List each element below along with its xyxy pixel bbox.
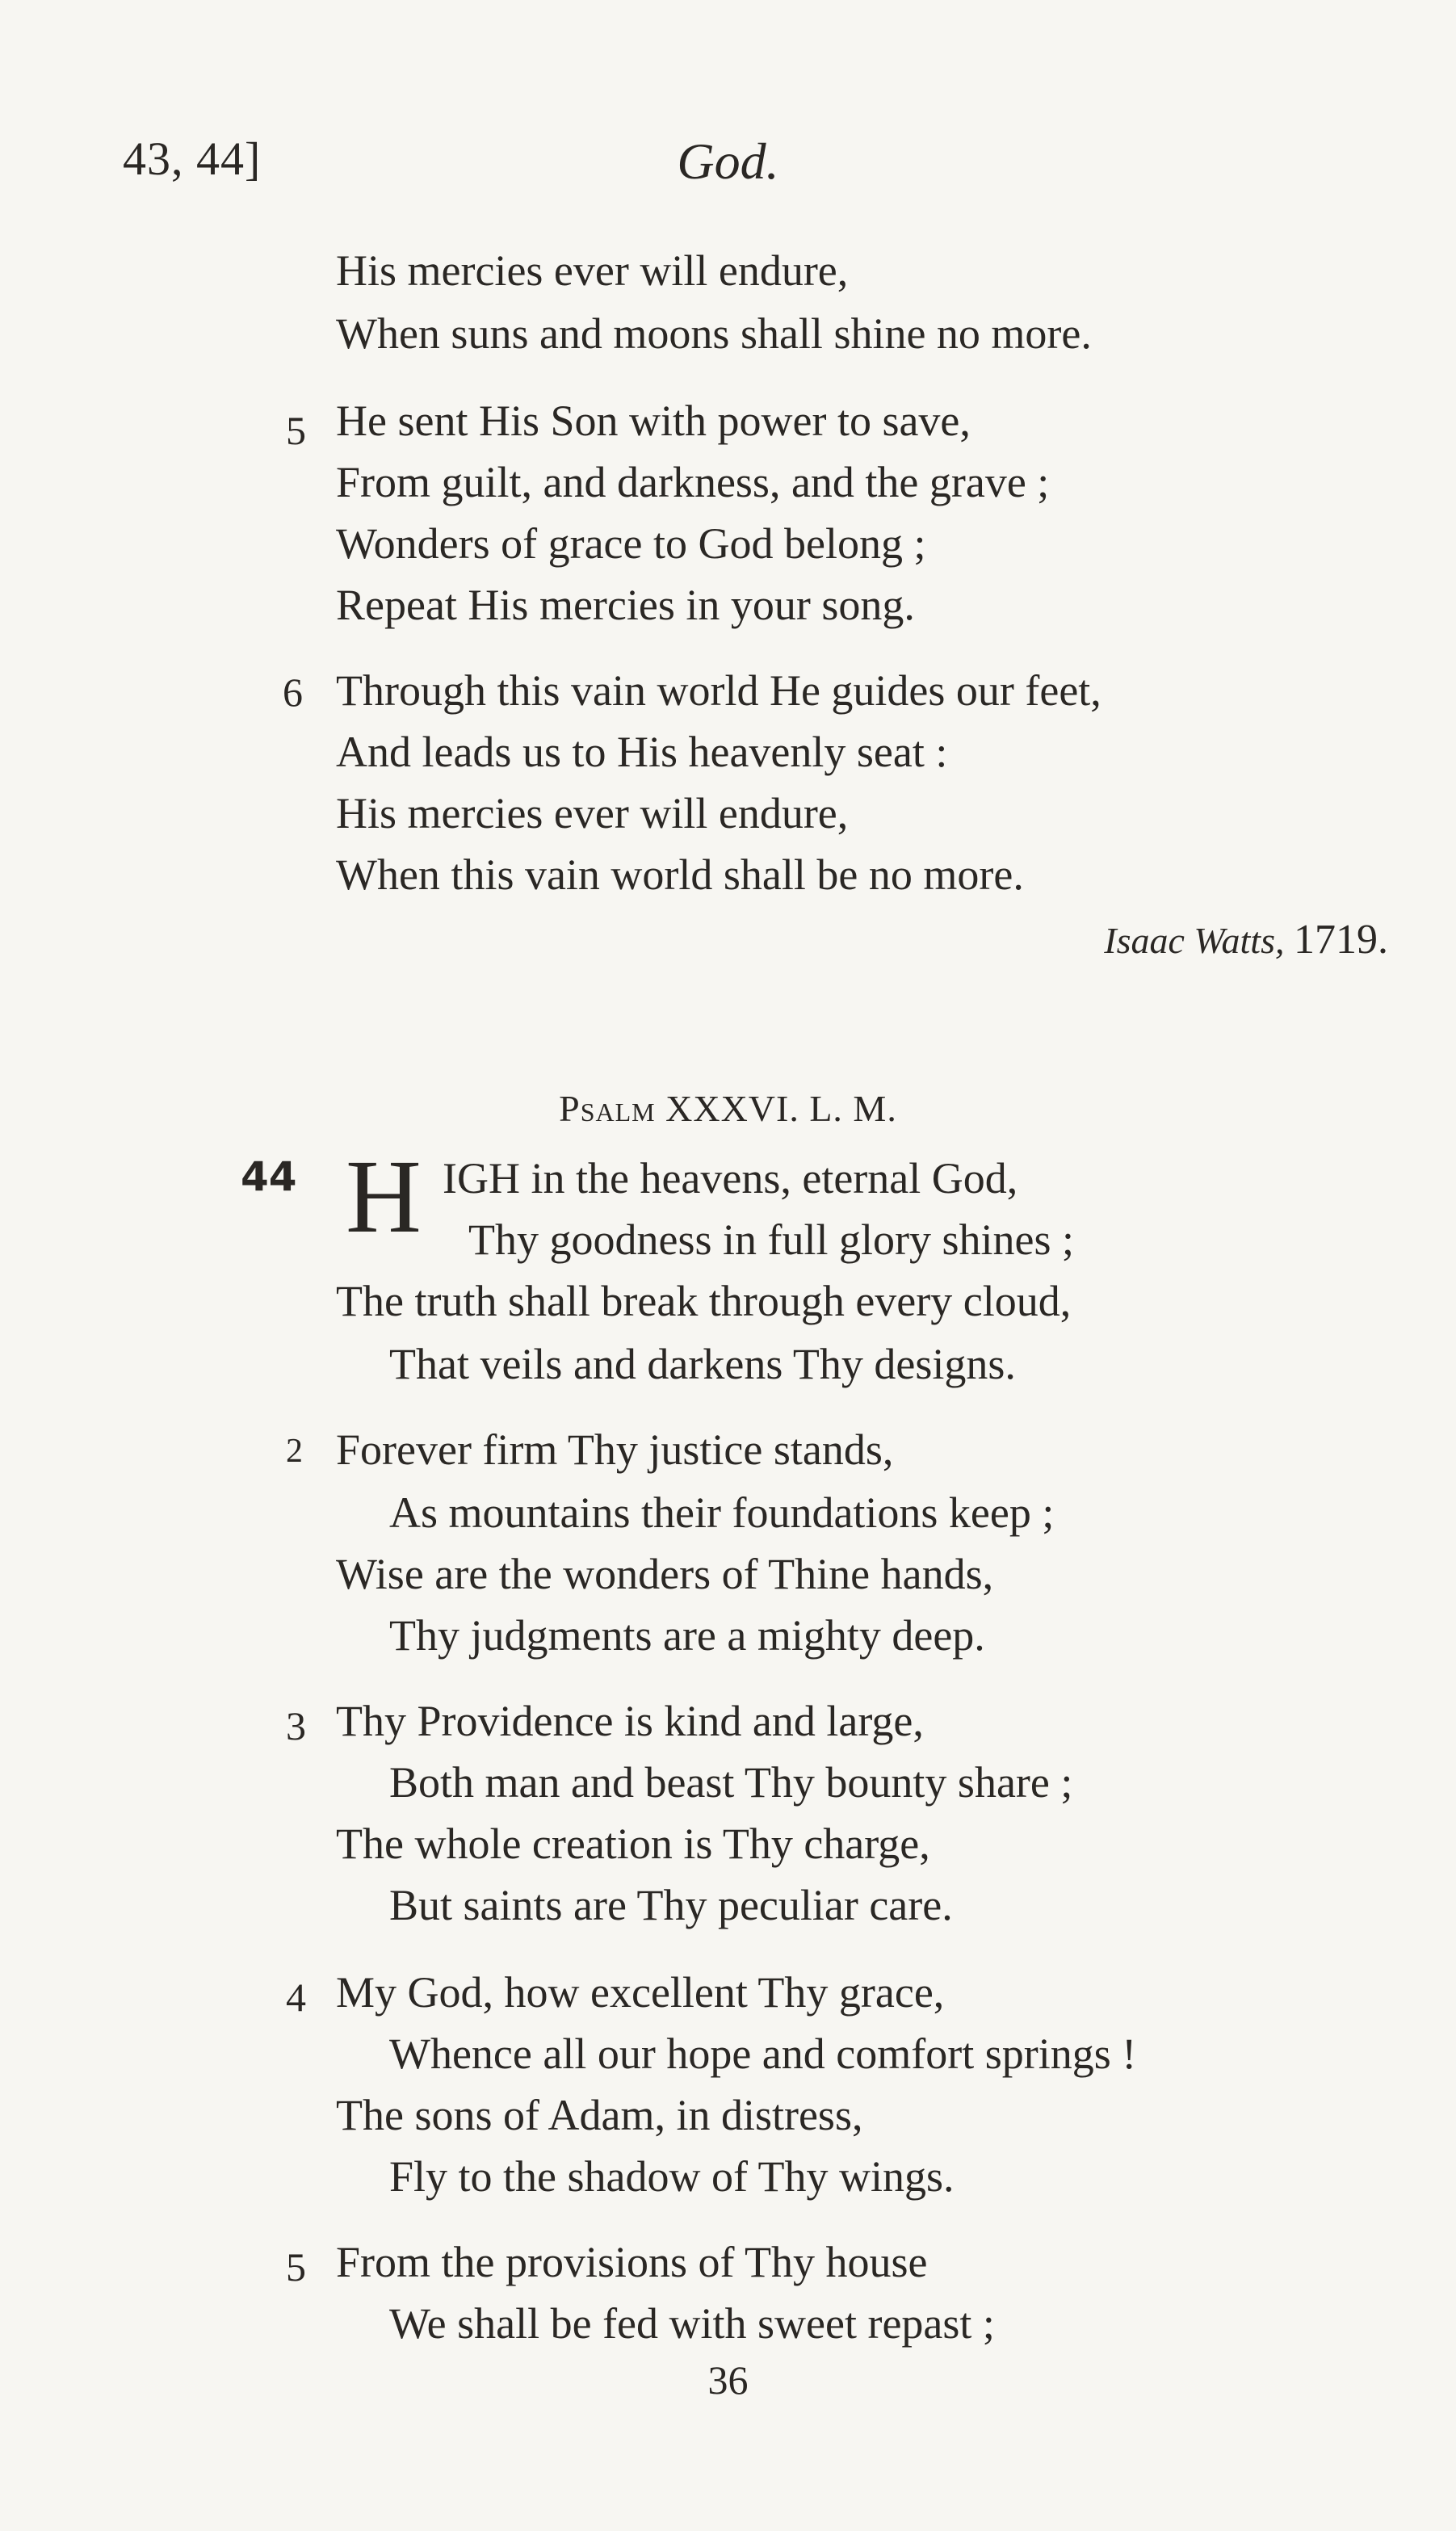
header-title: God. bbox=[677, 132, 779, 190]
verse-line: And leads us to His heavenly seat : bbox=[336, 728, 948, 776]
page-number: 36 bbox=[707, 2357, 749, 2403]
verse-line: IGH in the heavens, eternal God, bbox=[443, 1154, 1018, 1203]
verse-line: Fly to the shadow of Thy wings. bbox=[389, 2152, 955, 2201]
verse-line: Forever firm Thy justice stands, bbox=[336, 1425, 894, 1474]
verse-line: From the provisions of Thy house bbox=[336, 2238, 928, 2286]
verse-line: Thy goodness in full glory shines ; bbox=[468, 1215, 1074, 1264]
verse-line: The truth shall break through every cloud, bbox=[336, 1277, 1072, 1325]
verse-line: That veils and darkens Thy designs. bbox=[389, 1340, 1016, 1388]
verse-line: Repeat His mercies in your song. bbox=[336, 581, 915, 629]
verse-line: His mercies ever will endure, bbox=[336, 246, 849, 295]
verse-line: The sons of Adam, in distress, bbox=[336, 2091, 863, 2139]
verse-line: His mercies ever will endure, bbox=[336, 789, 849, 837]
verse-number: 3 bbox=[286, 1703, 306, 1748]
drop-cap: H bbox=[346, 1139, 422, 1255]
verse-line: Wise are the wonders of Thine hands, bbox=[336, 1550, 994, 1598]
attribution-year: 1719. bbox=[1294, 917, 1388, 963]
verse-line: Wonders of grace to God belong ; bbox=[336, 519, 926, 568]
verse-number: 6 bbox=[283, 669, 303, 715]
verse-line: My God, how excellent Thy grace, bbox=[336, 1968, 945, 2017]
verse-line: We shall be fed with sweet repast ; bbox=[389, 2299, 995, 2348]
psalm-heading bbox=[0, 1090, 1456, 1127]
psalm-meter: XXXVI. L. M. bbox=[665, 1088, 897, 1129]
verse-line: Whence all our hope and comfort springs ! bbox=[389, 2029, 1137, 2078]
verse-line: From guilt, and darkness, and the grave ; bbox=[336, 458, 1050, 506]
verse-number: 5 bbox=[286, 408, 306, 453]
verse-line: As mountains their foundations keep ; bbox=[389, 1488, 1055, 1537]
verse-line: But saints are Thy peculiar care. bbox=[389, 1881, 953, 1929]
verse-number: 5 bbox=[286, 2244, 306, 2290]
header-hymn-numbers: 43, 44] bbox=[123, 132, 262, 185]
psalm-word: Psalm bbox=[559, 1088, 656, 1129]
verse-line: When suns and moons shall shine no more. bbox=[336, 309, 1092, 358]
verse-number: 4 bbox=[286, 1975, 306, 2020]
verse-line: Thy Providence is kind and large, bbox=[336, 1697, 924, 1745]
verse-line: Both man and beast Thy bounty share ; bbox=[389, 1758, 1073, 1807]
hymn-number: 44 bbox=[241, 1153, 297, 1200]
attribution-author: Isaac Watts, bbox=[1104, 920, 1285, 961]
hymn-attribution bbox=[1104, 919, 1388, 961]
verse-line: He sent His Son with power to save, bbox=[336, 397, 971, 445]
verse-line: The whole creation is Thy charge, bbox=[336, 1820, 930, 1868]
verse-line: When this vain world shall be no more. bbox=[336, 850, 1024, 899]
verse-number: 2 bbox=[286, 1433, 303, 1470]
verse-line: Through this vain world He guides our feet, bbox=[336, 666, 1101, 715]
verse-line: Thy judgments are a mighty deep. bbox=[389, 1611, 985, 1660]
